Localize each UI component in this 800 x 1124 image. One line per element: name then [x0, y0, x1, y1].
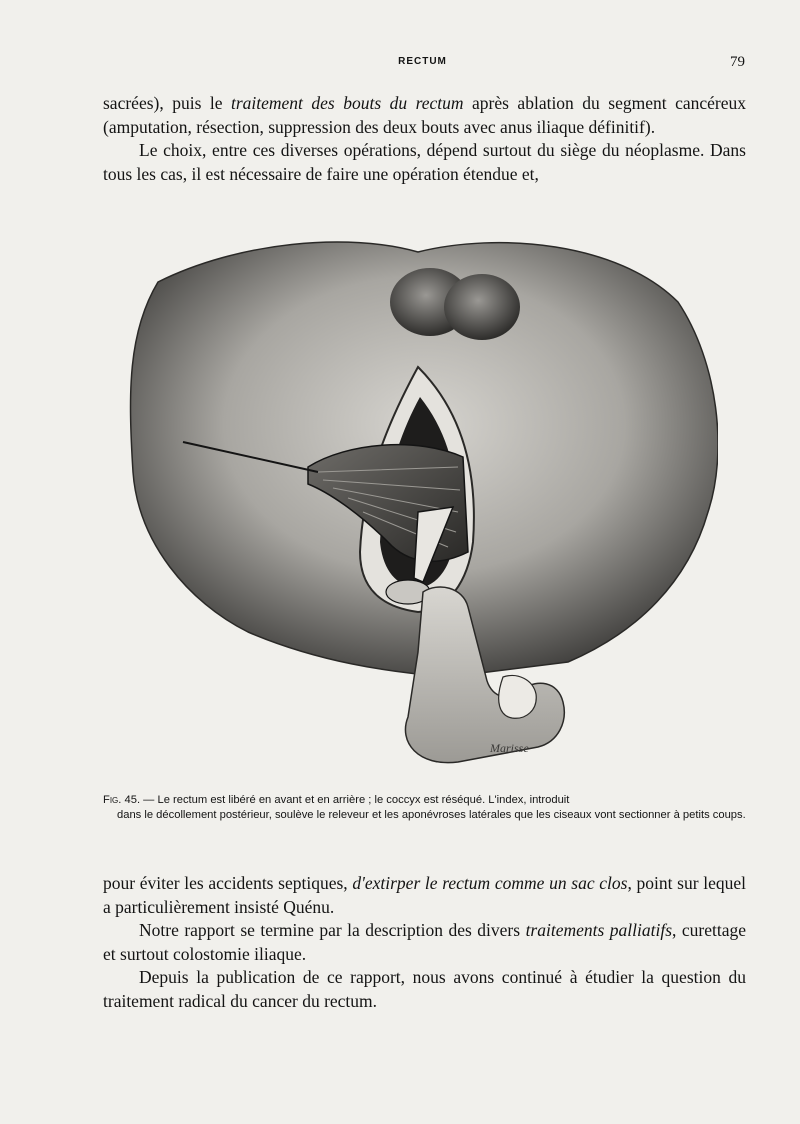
figure-caption [103, 793, 746, 823]
text-run: Notre rapport se termine par la description des divers [139, 920, 526, 940]
top-text-block [103, 92, 746, 186]
paragraph: Depuis la publication de ce rapport, nous avons continué à étudier la question du traitement radical du cancer du rectum. [103, 967, 746, 1011]
figure-label: Fig. 45. [103, 794, 141, 806]
caption-line: — Le rectum est libéré en avant et en arrière ; le coccyx est réséqué. L'index, introduit [140, 794, 570, 806]
text-run: , curettage et surtout colostomie iliaque. [103, 920, 747, 964]
paragraph: Le choix, entre ces diverses opérations, dépend surtout du siège du néoplasme. Dans tous les cas, il est nécessaire de faire une opération étendue et, [103, 140, 746, 184]
running-header [100, 56, 745, 76]
italic-text: d'extirper le rectum comme un sac clos [352, 873, 628, 893]
running-title: RECTUM [398, 56, 447, 67]
surgical-illustration-drawing [118, 222, 718, 782]
surgical-illustration [118, 222, 718, 782]
text-run: après ablation du segment cancéreux (amputation, résection, suppression des deux bouts avec anus iliaque définitif). [103, 93, 746, 137]
text-run: sacrées), puis le [103, 93, 231, 113]
paragraph [103, 872, 746, 919]
page-number: 79 [730, 54, 745, 70]
paragraph [103, 92, 746, 139]
artist-signature: Marisse [490, 741, 529, 755]
italic-text: traitement des bouts du rectum [230, 93, 464, 113]
caption-continuation: dans le décollement postérieur, soulève le releveur et les aponévroses latérales que les ciseaux vont sectionner à petits coups. [117, 809, 746, 821]
paragraph [103, 919, 746, 966]
bottom-text-block [103, 872, 746, 1013]
italic-text: traitements palliatifs [525, 920, 673, 940]
text-run: , point sur lequel a particulièrement insisté Quénu. [103, 873, 746, 917]
text-run: pour éviter les accidents septiques, [103, 873, 353, 893]
